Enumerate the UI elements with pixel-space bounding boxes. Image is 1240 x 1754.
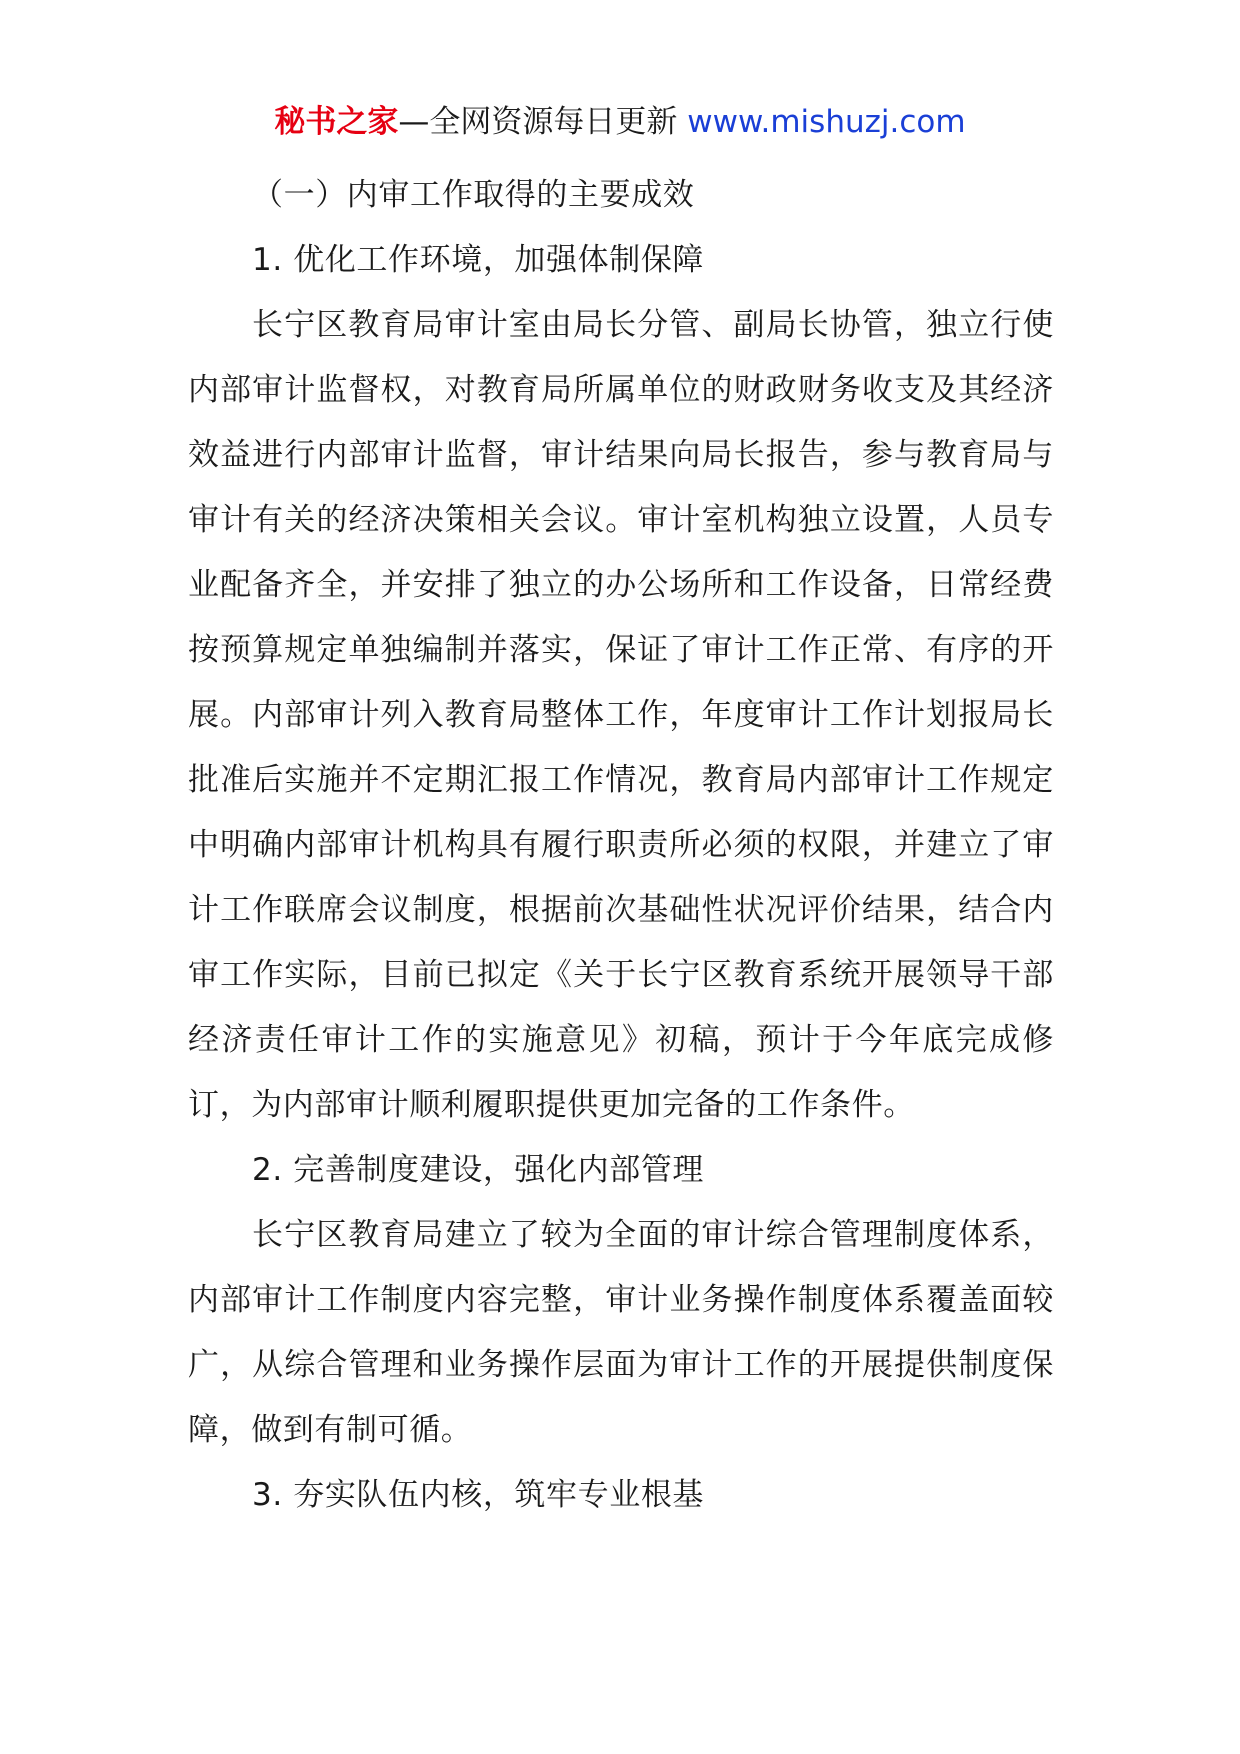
item-heading-1: 1. 优化工作环境，加强体制保障: [252, 242, 705, 278]
item-heading-2: 2. 完善制度建设，强化内部管理: [252, 1152, 705, 1188]
brand-name: 秘书之家: [274, 104, 399, 140]
section-title: （一）内审工作取得的主要成效: [252, 177, 695, 213]
item-paragraph-1: 长宁区教育局审计室由局长分管、副局长协管，独立行使内部审计监督权，对教育局所属单位的财政财务收支及其经济效益进行内部审计监督，审计结果向局长报告，参与教育局与审计有关的经济决策相关会议。审计室机构独立设置，人员专业配备齐全，并安排了独立的办公场所和工作设备，日常经费按预算规定单独编制并落实，保证了审计工作正常、有序的开展。内部审计列入教育局整体工作，年度审计工作计划报局长批准后实施并不定期汇报工作情况，教育局内部审计工作规定中明确内部审计机构具有履行职责所必须的权限，并建立了审计工作联席会议制度，根据前次基础性状况评价结果，结合内审工作实际，目前已拟定《关于长宁区教育系统开展领导干部经济责任审计工作的实施意见》初稿，预计于今年底完成修订，为内部审计顺利履职提供更加完备的工作条件。: [188, 307, 1054, 1123]
banner-tagline: —全网资源每日更新: [398, 104, 678, 140]
item-paragraph-2: 长宁区教育局建立了较为全面的审计综合管理制度体系，内部审计工作制度内容完整，审计业务操作制度体系覆盖面较广，从综合管理和业务操作层面为审计工作的开展提供制度保障，做到有制可循。: [188, 1217, 1054, 1448]
site-banner: [0, 100, 1240, 144]
item-heading-3: 3. 夯实队伍内核，筑牢专业根基: [252, 1477, 705, 1513]
site-url-link[interactable]: www.mishuzj.com: [687, 104, 966, 140]
document-body: [188, 163, 1054, 1528]
